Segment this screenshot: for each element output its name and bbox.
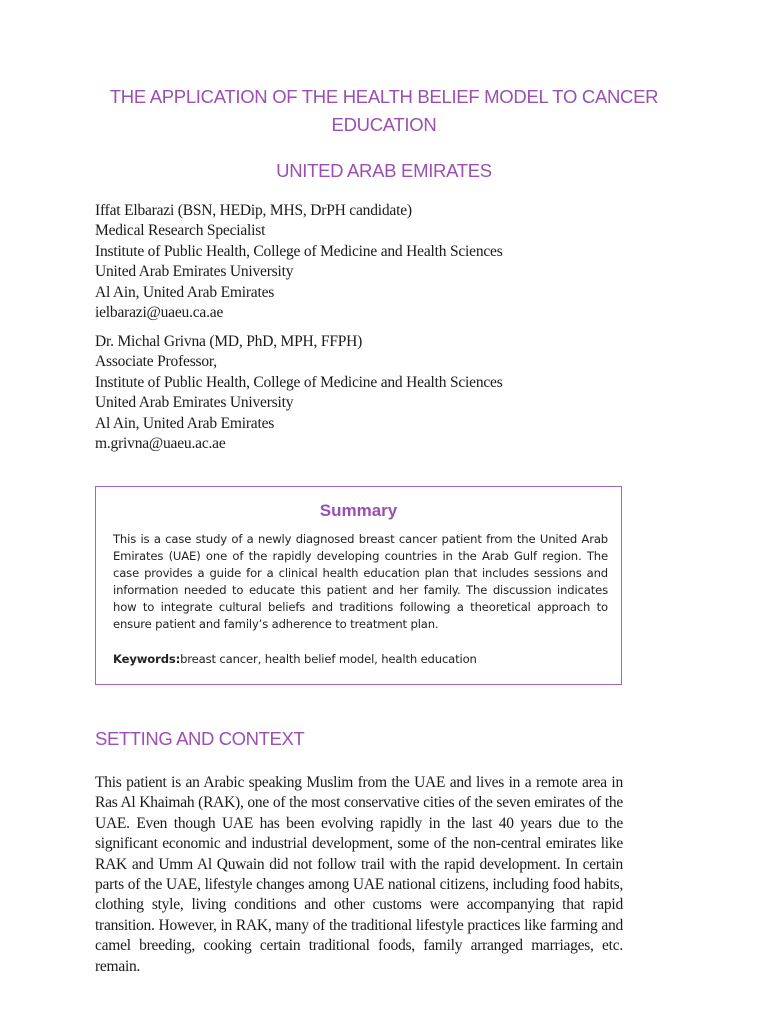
author-city: Al Ain, United Arab Emirates — [95, 414, 275, 432]
document-title: THE APPLICATION OF THE HEALTH BELIEF MODEL TO CANCER EDUCATION — [109, 86, 659, 135]
author-position: Associate Professor, — [95, 353, 217, 371]
author-institute: Institute of Public Health, College of Medicine and Health Sciences — [95, 242, 503, 260]
document-subtitle: UNITED ARAB EMIRATES — [276, 160, 492, 181]
keywords-label: Keywords: — [113, 652, 181, 666]
author-email: m.grivna@uaeu.ac.ae — [95, 435, 226, 453]
author-name-line: Dr. Michal Grivna (MD, PhD, MPH, FFPH) — [95, 333, 363, 350]
author-block-1 — [95, 201, 695, 323]
author-university: United Arab Emirates University — [95, 263, 294, 281]
keywords-line — [113, 652, 608, 666]
summary-heading: Summary — [319, 501, 398, 520]
summary-text: This is a case study of a newly diagnosed breast cancer patient from the United Arab Emirates (UAE) one of the rapidly developing countries in the Arab Gulf region. The case provides a guide for a clinical health education plan that includes sessions and information needed to educate this patient and her family. The discussion indicates how to integrate cultural beliefs and traditions following a theoretical approach to ensure patient and family’s adherence to treatment plan. — [113, 532, 608, 631]
author-university: United Arab Emirates University — [95, 394, 294, 412]
summary-box — [95, 486, 622, 685]
author-block-2 — [95, 332, 695, 454]
author-institute: Institute of Public Health, College of Medicine and Health Sciences — [95, 373, 503, 391]
section-heading: SETTING AND CONTEXT — [95, 728, 305, 749]
author-email: ielbarazi@uaeu.ca.ae — [95, 304, 224, 322]
keywords-list: breast cancer, health belief model, health education — [180, 652, 477, 666]
body-paragraph: This patient is an Arabic speaking Muslim from the UAE and lives in a remote area in Ras Al Khaimah (RAK), one of the most conservative cities of the seven emirates of the UAE. Even though UAE has been evolving rapidly in the last 40 years due to the significant economic and industrial development, some of the non-central emirates like RAK and Umm Al Quwain did not follow trail with the rapid development. In certain parts of the UAE, lifestyle changes among UAE national citizens, including food habits, clothing style, living conditions and other customs were accompanying that rapid transition. However, in RAK, many of the traditional lifestyle practices like farming and camel breeding, cooking certain traditional foods, family arranged marriages, etc. remain. — [95, 774, 623, 975]
author-city: Al Ain, United Arab Emirates — [95, 283, 275, 301]
author-position: Medical Research Specialist — [95, 222, 266, 240]
author-name-line: Iffat Elbarazi (BSN, HEDip, MHS, DrPH candidate) — [95, 202, 412, 219]
